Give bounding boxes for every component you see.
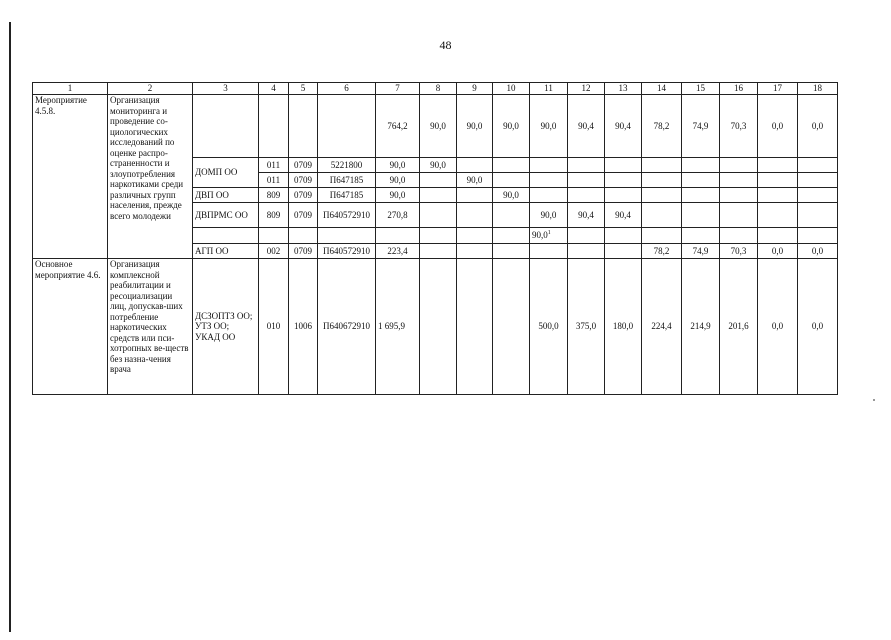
budget-table [32,82,838,395]
total-cell: 0,0 [758,95,798,158]
measure-description: Организация комплексной реабилитации и ресоциализации лиц, допускав-ших потребление наркотических средств или пси-хотропных ве-ществ без назна-чения врача [108,259,193,395]
footnoted-value: 90,0$^1$ [530,228,568,244]
col-header: 13 [605,83,642,95]
col-header: 4 [259,83,289,95]
total-cell: 764,2 [376,95,420,158]
col-header: 3 [193,83,259,95]
col-header: 5 [289,83,318,95]
col-header: 8 [420,83,457,95]
total-cell: 90,4 [568,95,605,158]
table-row: ДВП ОО 809 0709 П647185 90,0 90,0 [33,188,838,203]
table-row [33,95,838,158]
total-cell: 90,0 [493,95,530,158]
col-header: 9 [457,83,493,95]
measure-title: Основное мероприятие 4.6. [33,259,108,395]
table-row: АГП ОО 002 0709 П640572910 223,4 78,2 74,9 70,3 0,0 0,0 [33,244,838,259]
executor-cell: ДВПРМС ОО [193,203,259,228]
table-row: Основное мероприятие 4.6. Организация комплексной реабилитации и ресоциализации лиц, допускав-ших потребление наркотических средств или пси-хотропных ве-ществ без назна-чения врача ДСЗОПТЗ ОО; УТЗ ОО; УКАД ОО 010 1006 П640672910 1 695,9 500,0 375,0 180,0 224,4 214,9 201,6 0,0 0,0 [33,259,838,395]
total-cell: 0,0 [798,95,838,158]
col-header: 11 [530,83,568,95]
col-header: 16 [720,83,758,95]
total-cell: 74,9 [682,95,720,158]
table-row: ДОМП ОО 011 0709 5221800 90,0 90,0 [33,158,838,173]
col-header: 10 [493,83,530,95]
total-cell: 78,2 [642,95,682,158]
col-header: 14 [642,83,682,95]
col-header: 18 [798,83,838,95]
total-cell: 90,4 [605,95,642,158]
total-cell: 90,0 [530,95,568,158]
scan-speck [873,399,875,401]
col-header: 1 [33,83,108,95]
total-cell: 90,0 [420,95,457,158]
executor-cell: ДОМП ОО [193,158,259,188]
measure-description: Организация мониторинга и проведение со-циологических исследований по оценке распро-страненности и злоупотребления наркотиками среди различных групп населения, прежде всего молодежи [108,95,193,259]
col-header: 6 [318,83,376,95]
footnote-marker: 1 [547,230,551,237]
table-row: ДВПРМС ОО 809 0709 П640572910 270,8 90,0 90,4 90,4 [33,203,838,228]
binding-margin-line [9,22,11,632]
col-header: 2 [108,83,193,95]
col-header: 12 [568,83,605,95]
column-number-row [33,83,838,95]
total-cell: 90,0 [457,95,493,158]
col-header: 17 [758,83,798,95]
measure-title: Мероприятие 4.5.8. [33,95,108,259]
executor-cell: ДВП ОО [193,188,259,203]
col-header: 15 [682,83,720,95]
total-cell: 70,3 [720,95,758,158]
executor-cell: ДСЗОПТЗ ОО; УТЗ ОО; УКАД ОО [193,259,259,395]
page-number: 48 [439,38,452,52]
executor-cell: АГП ОО [193,244,259,259]
table-row: 011 0709 П647185 90,0 90,0 [33,173,838,188]
col-header: 7 [376,83,420,95]
